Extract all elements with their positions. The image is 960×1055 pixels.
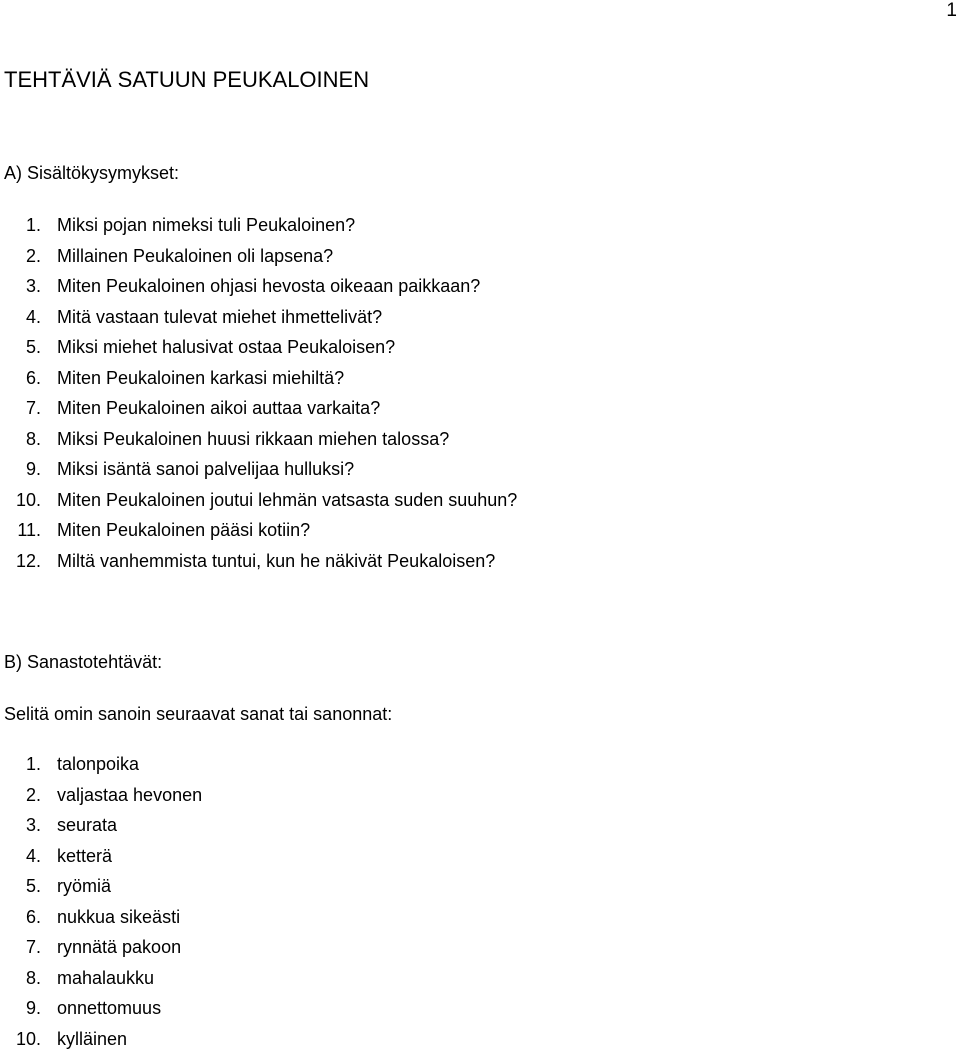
vocabulary-item-text: talonpoika — [57, 754, 140, 774]
page-number: 1 — [946, 0, 957, 21]
vocabulary-item-number: 2. — [25, 784, 41, 805]
vocabulary-item — [0, 871, 202, 902]
vocabulary-item-text: nukkua sikeästi — [57, 906, 181, 927]
question-item-number: 10. — [15, 489, 41, 510]
question-item — [0, 363, 517, 394]
question-item-text: Miksi miehet halusivat ostaa Peukaloisen? — [57, 337, 396, 357]
question-item-text: Miten Peukaloinen ohjasi hevosta oikeaan paikkaan? — [57, 276, 481, 296]
vocabulary-item-text: ketterä — [57, 845, 113, 866]
question-item-number: 7. — [25, 398, 41, 418]
question-item-text: Miten Peukaloinen aikoi auttaa varkaita? — [57, 398, 381, 418]
question-item-text: Miten Peukaloinen pääsi kotiin? — [57, 520, 311, 540]
question-item-text: Miten Peukaloinen joutui lehmän vatsasta suden suuhun? — [57, 489, 518, 510]
question-item-text: Mitä vastaan tulevat miehet ihmettelivät? — [57, 306, 383, 327]
vocabulary-item-text: rynnätä pakoon — [57, 937, 182, 957]
vocabulary-item-number: 4. — [25, 845, 41, 866]
vocabulary-item — [0, 902, 202, 933]
vocabulary-instruction: Selitä omin sanoin seuraavat sanat tai sanonnat: — [4, 704, 393, 724]
vocabulary-item-number: 8. — [25, 967, 41, 988]
question-item-number: 9. — [25, 459, 41, 479]
question-item — [0, 302, 517, 333]
vocabulary-item-number: 10. — [15, 1028, 41, 1049]
question-item — [0, 393, 517, 424]
vocabulary-list — [0, 749, 202, 1054]
question-item-number: 12. — [15, 550, 41, 571]
question-item-text: Miten Peukaloinen karkasi miehiltä? — [57, 367, 345, 388]
question-item-text: Miksi pojan nimeksi tuli Peukaloinen? — [57, 215, 356, 235]
vocabulary-item — [0, 810, 202, 841]
vocabulary-item-text: onnettomuus — [57, 998, 162, 1018]
vocabulary-item-text: kylläinen — [57, 1028, 128, 1049]
question-item-number: 4. — [25, 306, 41, 327]
question-item-number: 11. — [17, 520, 41, 540]
vocabulary-item — [0, 780, 202, 811]
question-item — [0, 332, 517, 363]
question-item — [0, 515, 517, 546]
vocabulary-item-number: 6. — [25, 906, 41, 927]
question-item-number: 6. — [25, 367, 41, 388]
vocabulary-item-text: seurata — [57, 815, 118, 835]
vocabulary-item — [0, 993, 202, 1024]
vocabulary-item — [0, 749, 202, 780]
question-item-text: Miltä vanhemmista tuntui, kun he näkivät Peukaloisen? — [57, 550, 496, 571]
vocabulary-item-number: 3. — [25, 815, 41, 835]
vocabulary-item — [0, 1024, 202, 1055]
question-item-text: Miksi isäntä sanoi palvelijaa hulluksi? — [57, 459, 355, 479]
vocabulary-item — [0, 932, 202, 963]
question-item — [0, 454, 517, 485]
vocabulary-item-number: 1. — [25, 754, 41, 774]
question-item — [0, 271, 517, 302]
vocabulary-item-number: 5. — [25, 876, 41, 896]
vocabulary-item — [0, 963, 202, 994]
questions-list — [0, 210, 517, 576]
vocabulary-item-text: mahalaukku — [57, 967, 155, 988]
question-item — [0, 424, 517, 455]
question-item — [0, 210, 517, 241]
question-item-number: 2. — [25, 245, 41, 266]
vocabulary-item-text: ryömiä — [57, 876, 112, 896]
question-item-number: 8. — [25, 428, 41, 449]
vocabulary-item-number: 7. — [25, 937, 41, 957]
question-item-text: Millainen Peukaloinen oli lapsena? — [57, 245, 334, 266]
section-a-heading: A) Sisältökysymykset: — [4, 163, 180, 183]
document-title: TEHTÄVIÄ SATUUN PEUKALOINEN — [4, 67, 370, 92]
question-item — [0, 546, 517, 577]
question-item-number: 5. — [25, 337, 41, 357]
section-b-heading: B) Sanastotehtävät: — [4, 652, 163, 672]
question-item-text: Miksi Peukaloinen huusi rikkaan miehen talossa? — [57, 428, 450, 449]
vocabulary-item-text: valjastaa hevonen — [57, 784, 203, 805]
vocabulary-item-number: 9. — [25, 998, 41, 1018]
question-item — [0, 241, 517, 272]
question-item — [0, 485, 517, 516]
question-item-number: 1. — [25, 215, 41, 235]
vocabulary-item — [0, 841, 202, 872]
question-item-number: 3. — [25, 276, 41, 296]
